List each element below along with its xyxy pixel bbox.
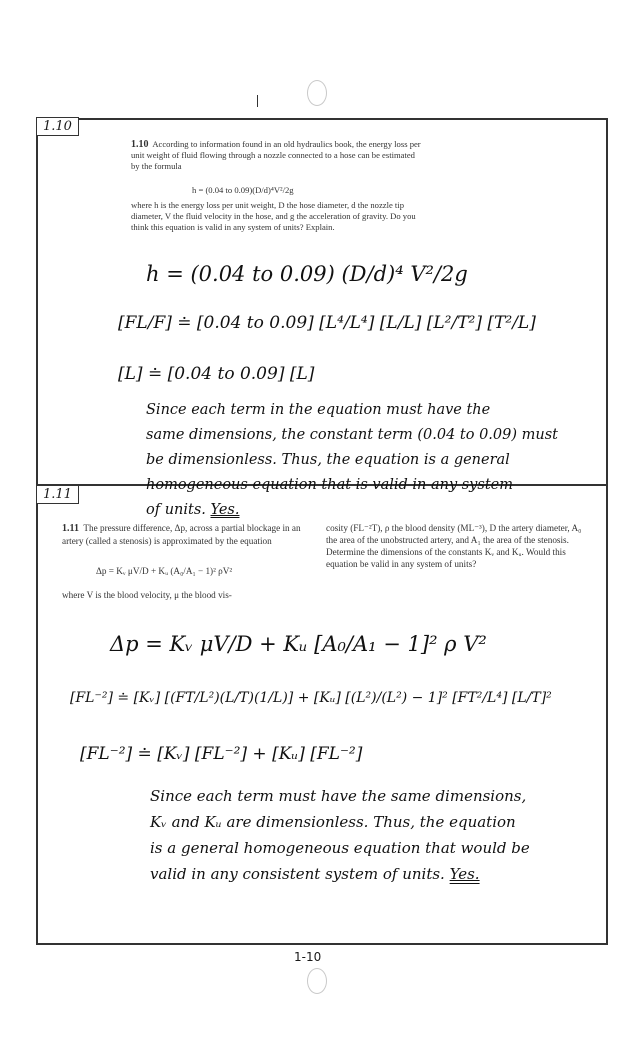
p110-equation-3: [L] ≐ [0.04 to 0.09] [L] [118, 364, 315, 384]
p110-equation-1: h = (0.04 to 0.09) (D/d)⁴ V²/2g [146, 262, 468, 286]
problem-1-11-statement [62, 522, 312, 547]
p110-answer: Yes. [210, 502, 240, 518]
problem-1-11-formula: Δp = Kᵥ μV/D + Kᵤ (A₀/A₁ − 1)² ρV² [96, 566, 233, 576]
problem-1-10-text: According to information found in an old hydraulics book, the energy loss per unit weight of fluid flowing through a nozzle connected to a hose can be estimated by the formula [131, 139, 421, 171]
p111-conclusion [150, 783, 530, 887]
problem-1-11-definitions: where V is the blood velocity, μ the blood vis- [62, 590, 232, 600]
p111-equation-2: [FL⁻²] ≐ [Kᵥ] [(FT/L²)(L/T)(1/L)] + [Kᵤ] [(L²)/(L²) − 1]² [FT²/L⁴] [L/T]² [70, 690, 552, 706]
p110-conclusion [146, 398, 558, 523]
problem-1-10-statement [131, 139, 421, 172]
p111-equation-1: Δp = Kᵥ μV/D + Kᵤ [A₀/A₁ − 1]² ρ V² [110, 632, 487, 656]
p111-equation-3: [FL⁻²] ≐ [Kᵥ] [FL⁻²] + [Kᵤ] [FL⁻²] [80, 744, 363, 764]
problem-1-10-number: 1.10 [131, 139, 149, 150]
p110-line-2: same dimensions, the constant term (0.04 to 0.09) must [146, 427, 558, 443]
punch-hole-bottom [307, 968, 327, 994]
p111-line-3: is a general homogeneous equation that would be [150, 839, 530, 857]
problem-1-11-statement-right: cosity (FL⁻²T), ρ the blood density (ML⁻³), D the artery diameter, A₀ the area of the unobstructed artery, and A₁ the area of the stenosis. Determine the dimensions of the constants Kᵥ and Kᵤ. Would this equation be valid in any system of units? [326, 523, 582, 569]
p110-line-5: of units. [146, 502, 206, 518]
problem-1-10-formula: h = (0.04 to 0.09)(D/d)⁴V²/2g [192, 185, 294, 195]
p111-answer: Yes. [449, 865, 480, 883]
problem-1-11-number: 1.11 [62, 523, 79, 534]
p111-line-1: Since each term must have the same dimensions, [150, 787, 527, 805]
p110-line-1: Since each term in the equation must have the [146, 402, 491, 418]
problem-tag-1-10: 1.10 [36, 117, 79, 136]
p111-line-4: valid in any consistent system of units. [150, 865, 445, 883]
p111-line-2: Kᵥ and Kᵤ are dimensionless. Thus, the equation [150, 813, 516, 831]
p110-line-3: be dimensionless. Thus, the equation is a general [146, 452, 510, 468]
problem-1-10-definitions: where h is the energy loss per unit weight, D the hose diameter, d the nozzle tip diameter, V the fluid velocity in the hose, and g the acceleration of gravity. Do you think this equation is valid in any system of units? Explain. [131, 200, 416, 232]
punch-hole-top [307, 80, 327, 106]
p110-line-4: homogeneous equation that is valid in any system [146, 477, 513, 493]
p110-equation-2: [FL/F] ≐ [0.04 to 0.09] [L⁴/L⁴] [L/L] [L²/T²] [T²/L] [118, 313, 536, 333]
margin-mark [257, 95, 258, 107]
problem-tag-1-11: 1.11 [36, 485, 79, 504]
problem-1-11-text: The pressure difference, Δp, across a partial blockage in an artery (called a stenosis) is approximated by the equation [62, 523, 301, 546]
page-number: 1-10 [294, 950, 322, 964]
